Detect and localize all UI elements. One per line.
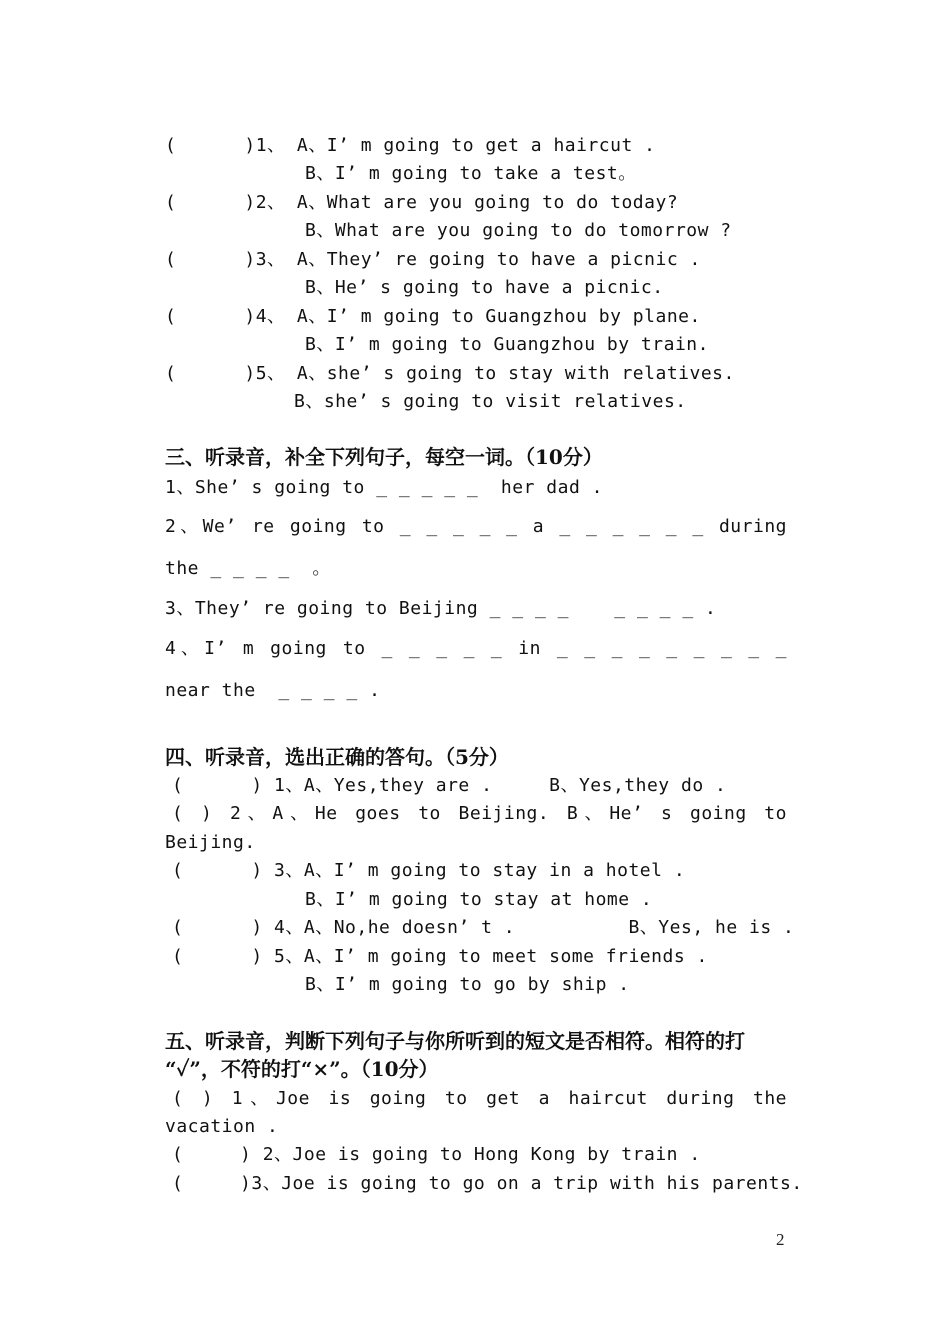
s3-line-1: 1、She’ s going to _ _ _ _ _ her dad . xyxy=(165,477,603,498)
s4-line-6: ( ) 4、A、No,he doesn’ t . B、Yes, he is . xyxy=(172,917,795,938)
s4-line-1: ( ) 1、A、Yes,they are . B、Yes,they do . xyxy=(172,775,727,796)
page-number: 2 xyxy=(776,1230,785,1249)
s2-line-8: B、I’ m going to Guangzhou by train. xyxy=(305,334,709,355)
s5-line-2: vacation . xyxy=(165,1116,279,1137)
s5-line-3: ( ) 2、Joe is going to Hong Kong by train . xyxy=(172,1144,701,1165)
s4-line-7: ( ) 5、A、I’ m going to meet some friends . xyxy=(172,946,708,967)
s2-line-2: B、I’ m going to take a test。 xyxy=(305,163,637,184)
s2-line-5: ( )3、 A、They’ re going to have a picnic . xyxy=(165,249,701,270)
s5-line-1: ( ) 1、Joe is going to get a haircut during the xyxy=(172,1088,787,1109)
s2-line-7: ( )4、 A、I’ m going to Guangzhou by plane. xyxy=(165,306,701,327)
section-5-heading-line-1: 五、听录音，判断下列句子与你所听到的短文是否相符。相符的打 xyxy=(165,1029,745,1053)
s2-line-10: B、she’ s going to visit relatives. xyxy=(294,391,687,412)
s2-line-9: ( )5、 A、she’ s going to stay with relatives. xyxy=(165,363,735,384)
s4-line-8: B、I’ m going to go by ship . xyxy=(305,974,630,995)
s2-line-1: ( )1、 A、I’ m going to get a haircut . xyxy=(165,135,656,156)
s4-line-4: ( ) 3、A、I’ m going to stay in a hotel . xyxy=(172,860,686,881)
section-4-heading: 四、听录音，选出正确的答句。（5分） xyxy=(165,745,509,769)
section-3-heading: 三、听录音，补全下列句子，每空一词。（10分） xyxy=(165,445,603,469)
s4-line-2: ( ) 2、A、He goes to Beijing. B、He’ s going to xyxy=(172,803,787,824)
s3-line-6: near the _ _ _ _ . xyxy=(165,680,381,701)
s2-line-6: B、He’ s going to have a picnic. xyxy=(305,277,664,298)
s4-line-5: B、I’ m going to stay at home . xyxy=(305,889,653,910)
s3-line-3: the _ _ _ _ 。 xyxy=(165,558,331,579)
section-5-heading-line-2: “✓”，不符的打“×”。（10分） xyxy=(165,1057,439,1081)
s2-line-3: ( )2、 A、What are you going to do today? xyxy=(165,192,679,213)
s3-line-2: 2、We’ re going to _ _ _ _ _ a _ _ _ _ _ _ during xyxy=(165,516,787,537)
s5-line-4: ( )3、Joe is going to go on a trip with his parents. xyxy=(172,1173,803,1194)
s4-line-3: Beijing. xyxy=(165,832,256,853)
s3-line-5: 4、I’ m going to _ _ _ _ _ in _ _ _ _ _ _ _ _ _ xyxy=(165,638,787,659)
s2-line-4: B、What are you going to do tomorrow ? xyxy=(305,220,732,241)
s3-line-4: 3、They’ re going to Beijing _ _ _ _ _ _ _ _ . xyxy=(165,598,717,619)
